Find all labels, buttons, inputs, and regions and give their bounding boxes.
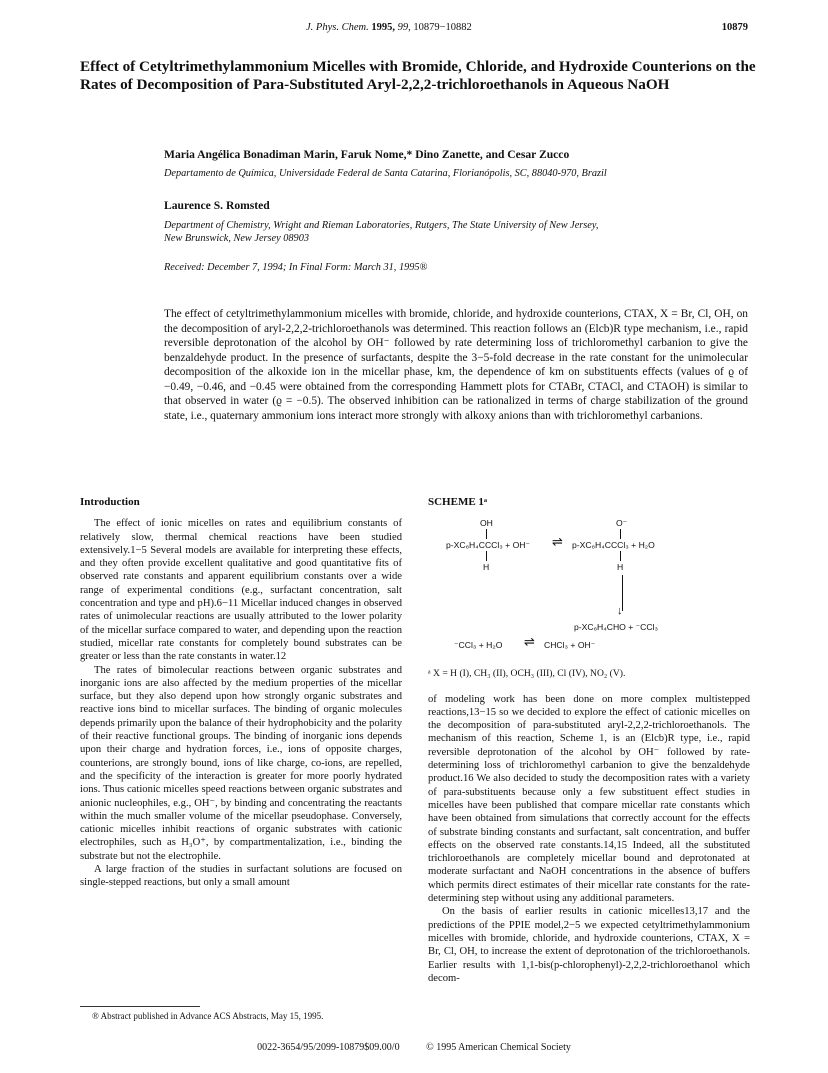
- journal-year: 1995,: [371, 22, 395, 33]
- page-number: 10879: [721, 22, 748, 33]
- copyright: © 1995 American Chemical Society: [426, 1042, 571, 1053]
- aldehyde-products: p-XC₆H₄CHO + ⁻CCl₃: [574, 622, 659, 633]
- hydroxyl-label: OH: [480, 518, 493, 529]
- equilibrium-arrow-2: ⇌: [524, 634, 535, 650]
- bond-line-top-left: [486, 529, 487, 539]
- scheme-footnote: ᵃ X = H (I), CH₃ (II), OCH₃ (III), Cl (IV), NO₂ (V).: [428, 668, 626, 680]
- affiliation-2: [164, 219, 764, 245]
- intro-paragraph-2: The rates of bimolecular reactions between organic substrates and inorganic ions are also affected by the medium properties of the micellar surface, but they also depend upon how strongly organic substrates and reactive ions bind to micellar surfaces. The binding of organic molecules depends primarily upon the balance of their hydrophobicity and the polarity of their reactive functional groups. The binding of inorganic ions depends upon their charge and hydration forces, i.e., ions of opposite charges, counterions, are strongly bound, ions of like charge, co-ions, are repelled, and the specificity of the interaction is greater for more poorly hydrated ions. Thus cationic micelles speed reactions between organic substrates and anionic nucleophiles, e.g., OH⁻, by binding and concentrating the reactants within the much smaller volume of the micellar pseudophase. Conversely, cationic micelles inhibit reactions of organic substrates with cationic electrophiles, such as H₃O⁺, by compartmentalization, i.e., binding the substrate but not the electrophile.: [80, 664, 402, 862]
- affiliation-2-line-2: New Brunswick, New Jersey 08903: [164, 233, 309, 244]
- bond-line-bottom-left: [486, 551, 487, 561]
- journal-reference: [306, 22, 472, 33]
- hydrogen-label-2: H: [617, 562, 624, 573]
- received-dates: Received: December 7, 1994; In Final Form: March 31, 1995®: [164, 262, 428, 273]
- reaction-arrow-head: ↓: [617, 605, 623, 618]
- right-paragraph-1: of modeling work has been done on more complex multistepped reactions,13−15 so we decided to explore the effect of cationic micelles on the decomposition of para-substituted aryl-2,2,2-trichloroethanols. The mechanism of this reaction, Scheme 1, is an (Elcb)R type, i.e., rapid reversible deprotonation of the alcohol by OH⁻ followed by rate-determining loss of trichloromethyl carbanion to give the benzaldehyde product.16 We also decided to study the decomposition rates with a variety of para-substituents because only a few substituent effect studies in micelles have been published that compare micellar rate constants which have been obtained from simulations that correctly account for the effects of substrate binding constants and surfactant, salt concentration, and buffer effects on the observed rate constants.14,15 Indeed, all the substituted trichloroethanols are completely micellar bound and deprotonated at moderate surfactant and NaOH concentrations in the absence of buffers which permits direct estimates of their micellar rate constants for the rate-determining step without using any additional parameters.: [428, 693, 750, 905]
- abstract-publication-footnote: ® Abstract published in Advance ACS Abstracts, May 15, 1995.: [92, 1011, 324, 1021]
- right-paragraph-2: On the basis of earlier results in cationic micelles13,17 and the predictions of the PPIE model,2−5 we expected cetyltrimethylammonium micelles with bromide, chloride, and hydroxide counterions, CTAX, X = Br, Cl, OH, to increase the extent of deprotonation of the trichloroethanols. Earlier results with 1,1-bis(p-chlorophenyl)-2,2,2-trichloroethanol which decom-: [428, 906, 750, 984]
- equilibrium-arrow-1: ⇌: [552, 534, 563, 550]
- article-title: Effect of Cetyltrimethylammonium Micelles with Bromide, Chloride, and Hydroxide Counterions on the Rates of Decomposition of Para-Substituted Aryl-2,2,2-trichloroethanols in Aqueous NaOH: [80, 58, 756, 93]
- alkoxide-formula: p-XC₆H₄CCCl₃ + H₂O: [572, 540, 655, 551]
- bond-line-bottom-right: [620, 551, 621, 561]
- right-column: [428, 496, 750, 985]
- oxide-label: O⁻: [616, 518, 628, 529]
- author-list-2: Laurence S. Romsted: [164, 199, 270, 212]
- article-code: 0022-3654/95/2099-10879$09.00/0: [257, 1042, 400, 1053]
- journal-abbrev: J. Phys. Chem.: [306, 22, 369, 33]
- intro-paragraph-1: The effect of ionic micelles on rates and equilibrium constants of relatively slow, thermal chemical reactions have been studied extensively.1−5 Several models are available for interpreting these effects, and they often provide excellent qualitative and good quantitative fits of observed rate constants and apparent equilibrium constants over a wide range of experimental conditions (e.g., surfactant concentration, salt concentration and type and pH).6−11 Micellar induced changes in observed rates of unimolecular reactions are usually attributed to the lower polarity of the micellar surface compared to water, and depending upon the reaction studied, micellar rate constants for completely bound substrates can be greater or less than the rate constants in water.12: [80, 518, 402, 663]
- running-header: [80, 22, 748, 36]
- affiliation-2-line-1: Department of Chemistry, Wright and Rieman Laboratories, Rutgers, The State University of New Jersey,: [164, 220, 599, 231]
- carbanion-water: ⁻CCl₃ + H₂O: [454, 640, 503, 651]
- author-list-1: Maria Angélica Bonadiman Marin, Faruk Nome,* Dino Zanette, and Cesar Zucco: [164, 148, 570, 161]
- left-column: [80, 496, 402, 890]
- right-column-text: [428, 693, 750, 986]
- journal-pages: 10879−10882: [413, 22, 472, 33]
- intro-heading: Introduction: [80, 496, 140, 508]
- bond-line-top-right: [620, 529, 621, 539]
- reaction-scheme: [428, 517, 750, 667]
- hydrogen-label-1: H: [483, 562, 490, 573]
- journal-volume: 99,: [397, 22, 411, 33]
- chloroform-hydroxide: CHCl₃ + OH⁻: [544, 640, 596, 651]
- intro-paragraph-3: A large fraction of the studies in surfactant solutions are focused on single-stepped reactions, but only a small amount: [80, 864, 402, 889]
- bottom-line: [0, 1042, 828, 1053]
- footnote-rule: [80, 1006, 200, 1007]
- affiliation-1: Departamento de Química, Universidade Federal de Santa Catarina, Florianópolis, SC, 88040-970, Brazil: [164, 168, 607, 179]
- scheme-heading: SCHEME 1ᵃ: [428, 496, 488, 508]
- reactant-formula: p-XC₆H₄CCCl₃ + OH⁻: [446, 540, 531, 551]
- abstract: The effect of cetyltrimethylammonium micelles with bromide, chloride, and hydroxide counterions, CTAX, X = Br, Cl, OH, on the decomposition of aryl-2,2,2-trichloroethanols was determined. This reaction follows an (Elcb)R type mechanism, i.e., rapid reversible deprotonation of the alcohol by OH⁻ followed by rate determining loss of trichloromethyl carbanion to give the benzaldehyde product. In the presence of surfactants, despite the 3−5-fold decrease in the rate constant for the unimolecular decomposition of the alkoxide ion in the micellar phase, km, the dependence of km on substituents effects (values of ϱ of −0.49, −0.46, and −0.45 were obtained from the corresponding Hammett plots for CTABr, CTACl, and CTAOH) is similar to that observed in water (ϱ = −0.5). The observed inhibition can be rationalized in terms of charge stabilization of the ground state, i.e., quaternary ammonium ions interact more strongly with alkoxy anions than with trichloromethyl carbanions.: [164, 308, 748, 422]
